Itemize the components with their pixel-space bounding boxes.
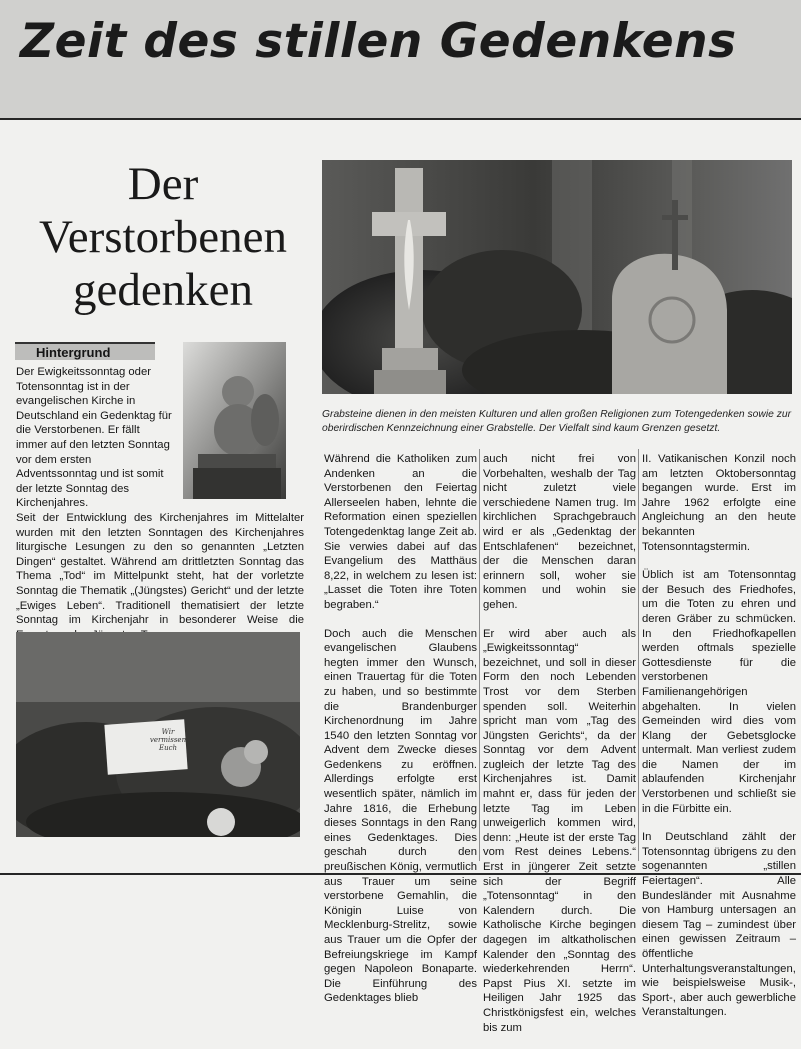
- col2-paragraph-2: Er wird aber auch als „Ewigkeitssonntag“ bezeichnet, und soll in dieser Form den noch Lebenden Trost vor dem Sterben spenden soll. Weiterhin spricht man vom „Tag des Jüngsten Gerichts“, da der Sonntag vor dem Advent zugleich der letzte Tag des Kirchenjahres ist. Damit mahnt er, dass für jeden der letzte Tag im Leben unweigerlich kommen wird, denn: „Heute ist der erste Tag vom Rest deines Lebens.“ Erst in jüngerer Zeit setzte sich der Begriff „Totensonntag“ in den Kalendern durch. Die Katholische Kirche begingen dagegen im altkatholischen Kalender den „Sonntag des wiederkehrenden Herrn“. Papst Pius XI. setzte im Heiligen Jahr 1925 das Christkönigsfest ein, welches bis zum: [483, 627, 636, 1034]
- col3-paragraph-1: II. Vatikanischen Konzil noch am letzten Oktobersonntag begangen wurde. Erst im Jahre 1962 erfolgte eine Angleichung an den heute bekannten Totensonntagstermin.: [642, 453, 796, 553]
- article-column-1: [324, 452, 477, 1020]
- article-column-2: [483, 452, 636, 1049]
- page-banner-title: Zeit des stillen Gedenkens: [20, 14, 737, 69]
- column-divider: [638, 449, 639, 861]
- angel-illustration: [183, 342, 286, 499]
- headline-line-2: Verstorbenen: [39, 211, 287, 263]
- gravestone-illustration: [322, 160, 792, 394]
- col3-paragraph-3: In Deutschland zählt der Totensonntag übrigens zu den sogenannten „stillen Feiertagen“. Alle Bundesländer mit Ausnahme von Hamburg untersagen an diesem Tag – zumindest über einen gewissen Zeitraum – öffentliche Unterhaltungsveranstaltungen, wie beispielsweise Musik-, Sport-, aber auch gewerbliche Veranstaltungen.: [642, 831, 796, 1019]
- headline-line-1: Der: [127, 158, 199, 210]
- col2-paragraph-1: auch nicht frei von Vorbehalten, weshalb der Tag nicht zuletzt viele verschiedene Namen trug. Im kirchlichen Sprachgebrauch wird er als „Gedenktag der Entschlafenen“ bezeichnet, der die Menschen daran erinnern soll, woher sie kommen und wohin sie gehen.: [483, 453, 636, 611]
- headline-line-3: gedenken: [72, 264, 254, 316]
- column-divider: [479, 449, 480, 861]
- angel-statue-photo: [183, 342, 286, 499]
- article-column-3: [642, 452, 796, 1034]
- wreath-card-text: Wir vermissen Euch: [149, 728, 187, 752]
- photo-caption: Grabsteine dienen in den meisten Kulturen und allen großen Religionen zum Totengedenken sowie zur oberirdischen Kennzeichnung einer Grabstelle. Der Vielfalt sind kaum Grenzen gesetzt.: [322, 409, 792, 434]
- grave-wreath-photo: [16, 632, 300, 837]
- col1-paragraph-2: Doch auch die Menschen evangelischen Glaubens hegten immer den Wunsch, einen Trauertag für die Toten zu haben, und so bestimmte die Brandenburger Kirchenordnung im Jahre 1540 den letzten Sonntag vor Advent dem Zwecke dieses Gedenkens zu eröffnen. Allerdings erfolgte erst wesentlich später, nämlich im Jahre 1816, die Erhebung dieses Sonntags in den Rang eines Gedenktages. Dies geschah durch den preußischen König, vermutlich aus Trauer um seine verstorbene Gemahlin, die Königin Luise von Mecklenburg-Strelitz, sowie aus Trauer um die Opfer der Befreiungskriege im Kampf gegen Napoleon Bonaparte. Die Einführung des Gedenktages blieb: [324, 627, 477, 1005]
- article-headline: [14, 158, 312, 317]
- sidebar-text: Der Ewigkeitssonntag oder Totensonntag ist in der evangelischen Kirche in Deutschland ein Gedenktag für die Verstorbenen. Er fällt immer auf den letzten Sonntag vor dem ersten Adventssonntag und ist somit der letzte Sonntag des Kirchenjahres.: [16, 366, 172, 510]
- top-rule: [0, 118, 801, 120]
- header-banner: [0, 0, 801, 118]
- cemetery-photo: [322, 160, 792, 394]
- col1-paragraph-1: Während die Katholiken zum Andenken an die Verstorbenen den Feiertag Allerseelen haben, lehnte die Reformation einen speziellen Totengedenktag lange Zeit ab. Sie verwies dabei auf das Evangelium des Matthäus 8,22, in welchem zu lesen ist: „Lasset die Toten ihre Toten begraben.“: [324, 453, 477, 611]
- sidebar-heading: Hintergrund: [15, 342, 155, 360]
- col3-paragraph-2: Üblich ist am Totensonntag der Besuch des Friedhofes, um die Toten zu ehren und deren Gräber zu schmücken. In den Friedhofkapellen werden oftmals spezielle Gottesdienste für die verstorbenen Familienangehörigen abgehalten. In vielen Gemeinden wird dies vom Klang der Gebetsglocke untermalt. Man verliest zudem die Namen der im ablaufenden Kirchenjahr Verstorbenen und schließt sie in die Fürbitte ein.: [642, 569, 796, 815]
- intro-paragraph: Seit der Entwicklung des Kirchenjahres im Mittelalter wurden mit den letzten Sonntagen des Kirchenjahres liturgische Lesungen zu den so genannten „Letzten Dingen“ gestaltet. Während am drittletzten Sonntag das Thema „Tod“ im Mittelpunkt steht, hat der vorletzte Sonntag die Thematik „(Jüngstes) Gericht“ und der letzte „Ewiges Leben“. Traditionell thematisiert der letzte Sonntag im Kirchenjahr in besonderer Weise die: [16, 512, 304, 627]
